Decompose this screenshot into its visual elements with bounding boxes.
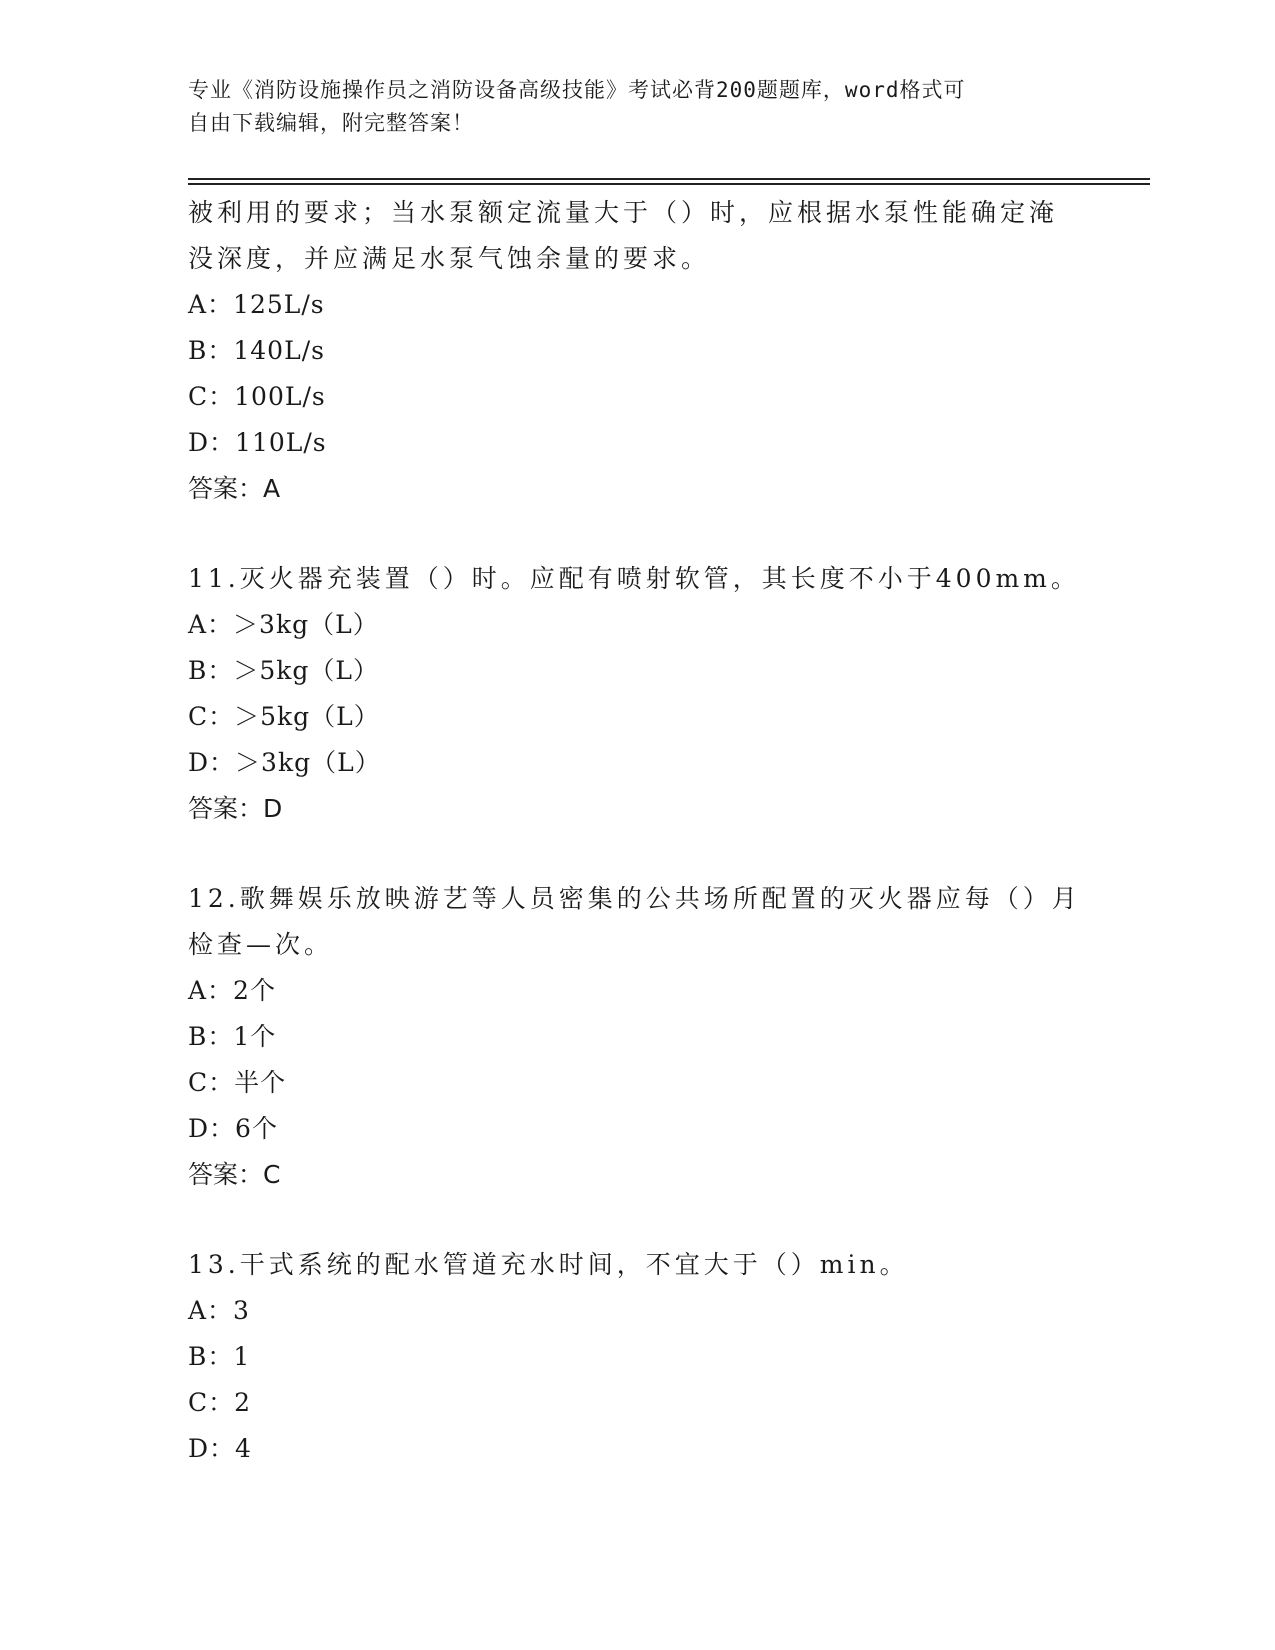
answer: 答案：A (188, 474, 281, 503)
answer: 答案：C (188, 1160, 281, 1189)
option-d: D：110L/s (188, 428, 327, 457)
question-12 (188, 876, 1088, 1198)
option-d: D：6个 (188, 1114, 278, 1143)
option-c: C：2 (188, 1388, 252, 1417)
option-a: A：125L/s (188, 290, 325, 319)
option-c: C：＞5kg（L） (188, 702, 380, 731)
option-a: A：2个 (188, 976, 276, 1005)
option-b: B：140L/s (188, 336, 325, 365)
question-10 (188, 190, 1088, 512)
header-divider-top (188, 178, 1150, 180)
option-c: C：半个 (188, 1068, 287, 1097)
option-d: D：4 (188, 1434, 252, 1463)
header-line-2: 自由下载编辑，附完整答案！ (188, 111, 474, 135)
document-header (188, 74, 1068, 140)
question-stem: 没深度，并应满足水泵气蚀余量的要求。 (188, 244, 711, 273)
option-b: B：1个 (188, 1022, 277, 1051)
option-a: A：＞3kg（L） (188, 610, 379, 639)
option-b: B：＞5kg（L） (188, 656, 380, 685)
question-13 (188, 1242, 1088, 1472)
question-stem: 被利用的要求；当水泵额定流量大于（）时，应根据水泵性能确定淹 (188, 198, 1059, 227)
option-c: C：100L/s (188, 382, 326, 411)
question-stem: 13.干式系统的配水管道充水时间，不宜大于（）min。 (188, 1250, 909, 1279)
answer: 答案：D (188, 794, 283, 823)
question-stem: 检查—次。 (188, 930, 334, 959)
question-list (188, 190, 1088, 1472)
option-a: A：3 (188, 1296, 250, 1325)
question-stem: 11.灭火器充装置（）时。应配有喷射软管，其长度不小于400mm。 (188, 564, 1080, 593)
header-divider-bottom (188, 183, 1150, 185)
header-line-1: 专业《消防设施操作员之消防设备高级技能》考试必背200题题库，word格式可 (188, 78, 966, 102)
question-11 (188, 556, 1088, 832)
question-stem: 12.歌舞娱乐放映游艺等人员密集的公共场所配置的灭火器应每（）月 (188, 884, 1081, 913)
option-b: B：1 (188, 1342, 251, 1371)
option-d: D：＞3kg（L） (188, 748, 381, 777)
